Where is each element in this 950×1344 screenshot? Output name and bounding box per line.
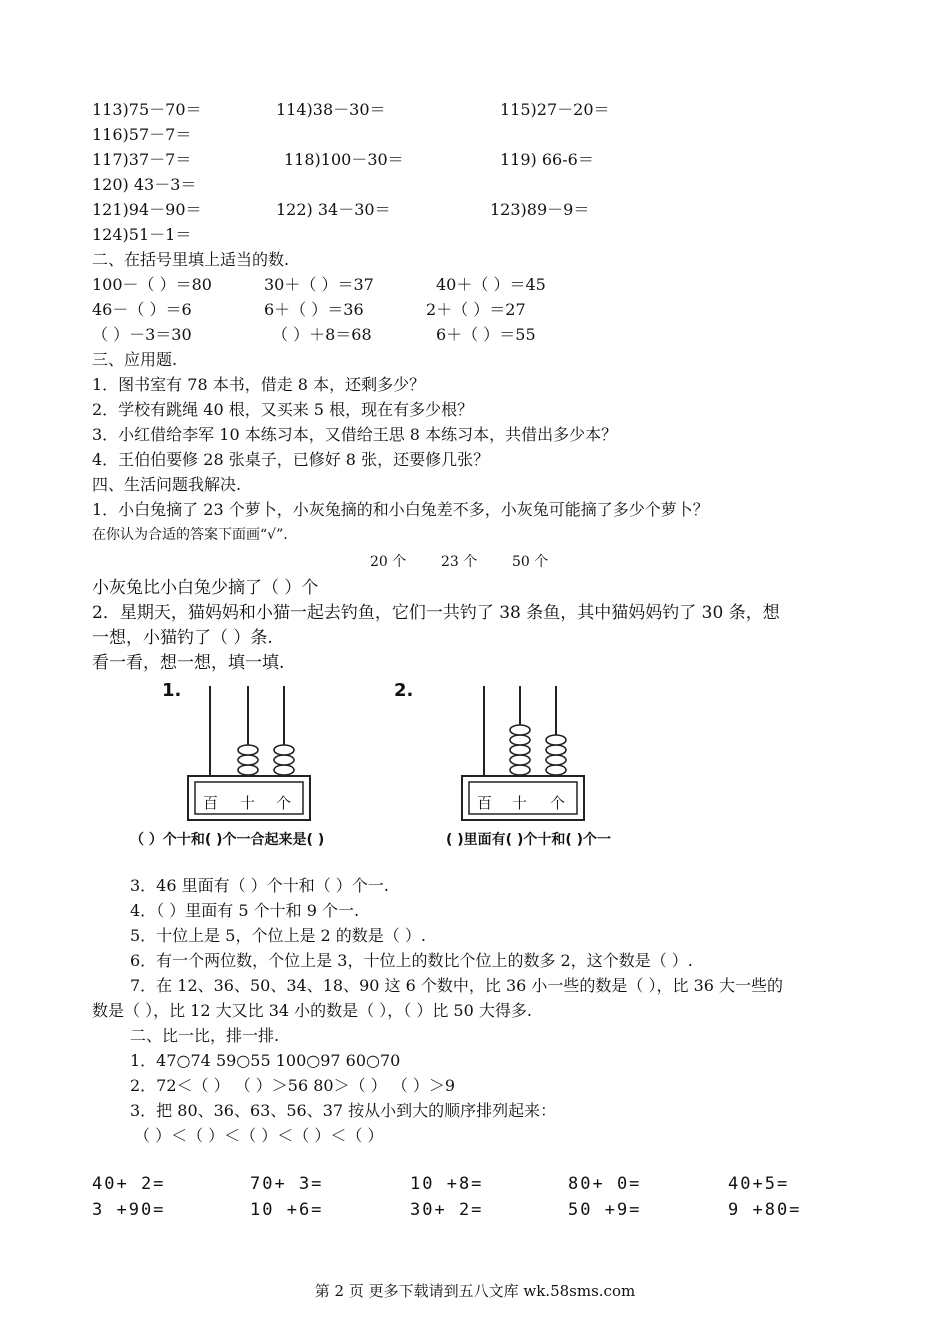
- abacus-1-caption: （ ）个十和( )个一合起来是( ): [130, 832, 325, 848]
- addition-item: 70+ 3=: [250, 1174, 324, 1194]
- addition-item: 30+ 2=: [410, 1200, 484, 1220]
- choice-50: 50 个: [512, 554, 549, 570]
- abacus-bead: [238, 765, 258, 775]
- fill-item: 2＋（ ）＝27: [426, 300, 526, 319]
- abacus-bead: [510, 765, 530, 775]
- compare-line-3: 3．把 80、36、63、56、37 按从小到大的顺序排列起来：: [130, 1101, 557, 1120]
- abacus-bead: [546, 755, 566, 765]
- question-7-cont: 数是（ ），比 12 大又比 34 小的数是（ ），（ ）比 50 大得多.: [92, 1001, 532, 1020]
- fill-item: （ ）＋8＝68: [272, 325, 372, 344]
- app-question-2: 2．学校有跳绳 40 根，又买来 5 根，现在有多少根？: [92, 400, 474, 419]
- abacus-bead: [274, 745, 294, 755]
- app-question-1: 1．图书室有 78 本书，借走 8 本，还剩多少？: [92, 375, 426, 394]
- abacus-1-label-ones: 个: [276, 794, 292, 812]
- oral-item: 120) 43－3＝: [92, 175, 197, 194]
- abacus-bead: [510, 745, 530, 755]
- abacus-bead: [546, 745, 566, 755]
- abacus-1-tens-beads: [238, 745, 258, 775]
- life-question-1: 1．小白兔摘了 23 个萝卜，小灰兔摘的和小白兔差不多，小灰兔可能摘了多少个萝卜？: [92, 500, 709, 519]
- page-footer: 第 2 页 更多下载请到五八文库 wk.58sms.com: [314, 1282, 636, 1300]
- life-question-2-b: 一想，小猫钓了（ ）条.: [92, 628, 273, 648]
- app-question-4: 4．王伯伯要修 28 张桌子，已修好 8 张，还要修几张？: [92, 450, 490, 469]
- fill-item: 6＋（ ）＝36: [264, 300, 364, 319]
- addition-item: 40+5=: [728, 1174, 790, 1194]
- compare-line-2: 2．72＜（ ） （ ）＞56 80＞（ ） （ ）＞9: [130, 1076, 456, 1095]
- abacus-1-label-hundreds: 百: [203, 794, 219, 812]
- addition-item: 80+ 0=: [568, 1174, 642, 1194]
- fill-item: 30＋（ ）＝37: [264, 275, 374, 294]
- fill-item: 46－（ ）＝6: [92, 300, 192, 319]
- abacus-2-label-tens: 十: [512, 794, 528, 812]
- abacus-bead: [546, 765, 566, 775]
- oral-item: 115)27－20＝: [500, 100, 610, 119]
- app-question-3: 3．小红借给李军 10 本练习本，又借给王思 8 本练习本，共借出多少本？: [92, 425, 618, 444]
- oral-item: 122) 34－30＝: [276, 200, 391, 219]
- abacus-1-label-tens: 十: [240, 794, 256, 812]
- section3-title: 三、应用题.: [92, 350, 178, 369]
- oral-item: 116)57－7＝: [92, 125, 192, 144]
- oral-item: 124)51－1＝: [92, 225, 192, 244]
- abacus-2-caption: ( )里面有( )个十和( )个一: [446, 832, 612, 848]
- abacus-bead: [510, 755, 530, 765]
- question-5: 5．十位上是 5，个位上是 2 的数是（ ）.: [130, 926, 426, 945]
- choice-20: 20 个: [370, 554, 407, 570]
- question-3: 3．46 里面有（ ）个十和（ ）个一.: [130, 876, 389, 895]
- addition-item: 50 +9=: [568, 1200, 642, 1220]
- life-question-1-hint: 在你认为合适的答案下面画“√”.: [92, 527, 288, 543]
- addition-item: 40+ 2=: [92, 1174, 166, 1194]
- choice-23: 23 个: [441, 554, 478, 570]
- abacus-2: [392, 676, 632, 826]
- addition-item: 10 +6=: [250, 1200, 324, 1220]
- compare-line-1: 1．47○74 59○55 100○97 60○70: [130, 1051, 401, 1070]
- abacus-2-label-hundreds: 百: [477, 794, 493, 812]
- addition-item: 3 +90=: [92, 1200, 166, 1220]
- life-question-2-a: 2．星期天，猫妈妈和小猫一起去钓鱼，它们一共钓了 38 条鱼，其中猫妈妈钓了 30 条，想: [92, 603, 780, 623]
- oral-item: 123)89－9＝: [490, 200, 590, 219]
- look-title: 看一看，想一想，填一填.: [92, 653, 285, 673]
- fill-item: （ ）－3＝30: [92, 325, 192, 344]
- life-question-1-b: 小灰兔比小白兔少摘了（ ）个: [92, 578, 319, 598]
- abacus-bead: [274, 765, 294, 775]
- abacus-bead: [238, 755, 258, 765]
- fill-item: 6＋（ ）＝55: [436, 325, 536, 344]
- oral-item: 119) 66-6＝: [500, 150, 594, 169]
- abacus-1-ones-beads: [274, 745, 294, 775]
- abacus-2-label-ones: 个: [550, 794, 566, 812]
- oral-item: 117)37－7＝: [92, 150, 192, 169]
- section4-title: 四、生活问题我解决.: [92, 475, 242, 494]
- abacus-1-drawing: [150, 676, 390, 826]
- question-6: 6．有一个两位数，个位上是 3，十位上的数比个位上的数多 2，这个数是（ ）.: [130, 951, 693, 970]
- compare-line-4: （ ）＜（ ）＜（ ）＜（ ）＜（ ）: [134, 1126, 384, 1145]
- abacus-1-number: 1.: [162, 680, 182, 701]
- fill-item: 40＋（ ）＝45: [436, 275, 546, 294]
- compare-title: 二、比一比，排一排.: [130, 1026, 280, 1045]
- question-7: 7．在 12、36、50、34、18、90 这 6 个数中，比 36 小一些的数是（ ），比 36 大一些的: [130, 976, 784, 995]
- addition-item: 9 +80=: [728, 1200, 802, 1220]
- section2-title: 二、在括号里填上适当的数.: [92, 250, 290, 269]
- addition-item: 10 +8=: [410, 1174, 484, 1194]
- abacus-bead: [238, 745, 258, 755]
- abacus-1: [150, 676, 390, 826]
- abacus-bead: [510, 735, 530, 745]
- abacus-bead: [510, 725, 530, 735]
- abacus-2-tens-beads: [510, 725, 530, 775]
- abacus-bead: [546, 735, 566, 745]
- abacus-bead: [274, 755, 294, 765]
- fill-item: 100－（ ）＝80: [92, 275, 212, 294]
- oral-item: 113)75－70＝: [92, 100, 202, 119]
- oral-item: 121)94－90＝: [92, 200, 202, 219]
- oral-item: 118)100－30＝: [284, 150, 404, 169]
- oral-item: 114)38－30＝: [276, 100, 386, 119]
- question-4: 4．（ ）里面有 5 个十和 9 个一.: [130, 901, 360, 920]
- abacus-2-ones-beads: [546, 735, 566, 775]
- abacus-2-number: 2.: [394, 680, 414, 701]
